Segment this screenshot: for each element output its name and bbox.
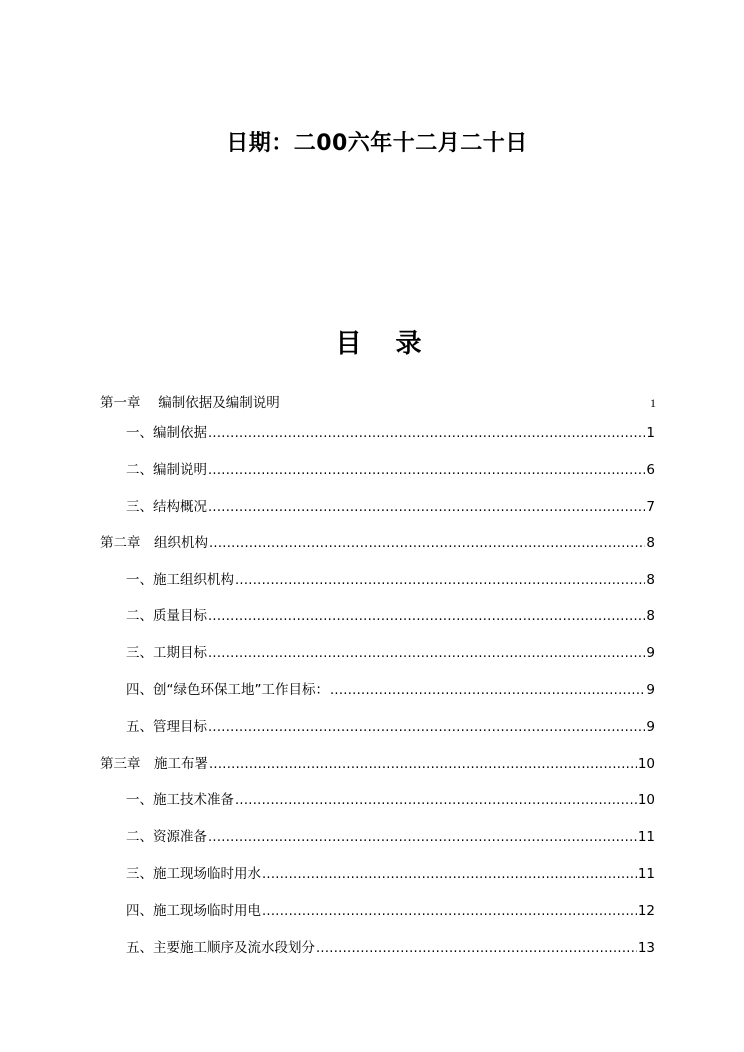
toc-entry-label: 三、结构概况 (126, 499, 207, 515)
toc-entry-label: 五、管理目标 (126, 719, 207, 735)
toc-entry[interactable] (100, 753, 655, 775)
toc-entry[interactable] (126, 422, 655, 444)
toc-entry[interactable] (126, 900, 655, 922)
toc-leader (209, 533, 645, 555)
toc-entry-label: 一、施工组织机构 (126, 572, 234, 588)
toc-entry-label: 五、主要施工顺序及流水段划分 (126, 940, 315, 956)
toc-entry-page: 8 (646, 608, 655, 624)
toc-entry-label: 四、施工现场临时用电 (126, 903, 261, 919)
toc-leader (208, 606, 645, 628)
toc-entry[interactable] (100, 385, 656, 411)
document-date: 日期：二00六年十二月二十日 (226, 131, 528, 156)
toc-entry-page: 8 (646, 535, 655, 551)
toc-entry-page: 10 (637, 756, 655, 772)
toc-entry[interactable] (126, 569, 655, 591)
toc-entry-page: 7 (646, 499, 655, 515)
toc-leader (208, 717, 645, 739)
toc-heading-char-1: 目 (335, 329, 362, 359)
toc-leader (235, 570, 645, 592)
toc-entry-label: 第一章 编制依据及编制说明 (100, 395, 280, 411)
toc-entry-label: 第二章 组织机构 (100, 535, 208, 551)
toc-leader (330, 680, 645, 702)
toc-entry[interactable] (126, 716, 655, 738)
toc-entry-page: 6 (646, 462, 655, 478)
toc-leader (208, 460, 645, 482)
toc-entry-page: 1 (646, 425, 655, 441)
toc-leader (262, 901, 637, 923)
toc-entry[interactable] (126, 605, 655, 627)
toc-entry-page: 12 (637, 903, 655, 919)
toc-entry[interactable] (126, 826, 655, 848)
toc-entry-label: 一、施工技术准备 (126, 792, 234, 808)
toc-entry-label: 一、编制依据 (126, 425, 207, 441)
toc-entry-page: 10 (637, 792, 655, 808)
toc-entry-page: 1 (650, 396, 656, 410)
toc-entry-page: 9 (646, 719, 655, 735)
toc-entry[interactable] (126, 789, 655, 811)
toc-leader (208, 423, 645, 445)
toc-entry[interactable] (126, 459, 655, 481)
toc-entry[interactable] (126, 937, 655, 959)
toc-entry-label: 第三章 施工布署 (100, 756, 208, 772)
toc-leader (235, 790, 637, 812)
toc-entry-page: 13 (637, 940, 655, 956)
toc-leader (281, 385, 649, 407)
toc-entry-label: 三、工期目标 (126, 645, 207, 661)
toc-leader (316, 938, 637, 960)
toc-entry-label: 二、资源准备 (126, 829, 207, 845)
toc-entry[interactable] (126, 496, 655, 518)
toc-leader (208, 643, 645, 665)
toc-leader (208, 497, 645, 519)
toc-entry-page: 8 (646, 572, 655, 588)
toc-leader (209, 754, 637, 776)
toc-entry[interactable] (100, 532, 655, 554)
toc-entry[interactable] (126, 863, 655, 885)
toc-entry-label: 二、编制说明 (126, 462, 207, 478)
toc-entry-page: 9 (646, 682, 655, 698)
toc-entry[interactable] (126, 642, 655, 664)
toc-entry-label: 三、施工现场临时用水 (126, 866, 261, 882)
toc-entry-page: 11 (637, 829, 655, 845)
toc-entry[interactable] (126, 679, 655, 701)
toc-leader (262, 864, 637, 886)
toc-entry-page: 11 (637, 866, 655, 882)
toc-leader (208, 827, 637, 849)
toc-heading-char-2: 录 (395, 329, 422, 359)
toc-entry-label: 四、创“绿色环保工地”工作目标： (126, 682, 329, 698)
toc-entry-label: 二、质量目标 (126, 608, 207, 624)
toc-entry-page: 9 (646, 645, 655, 661)
